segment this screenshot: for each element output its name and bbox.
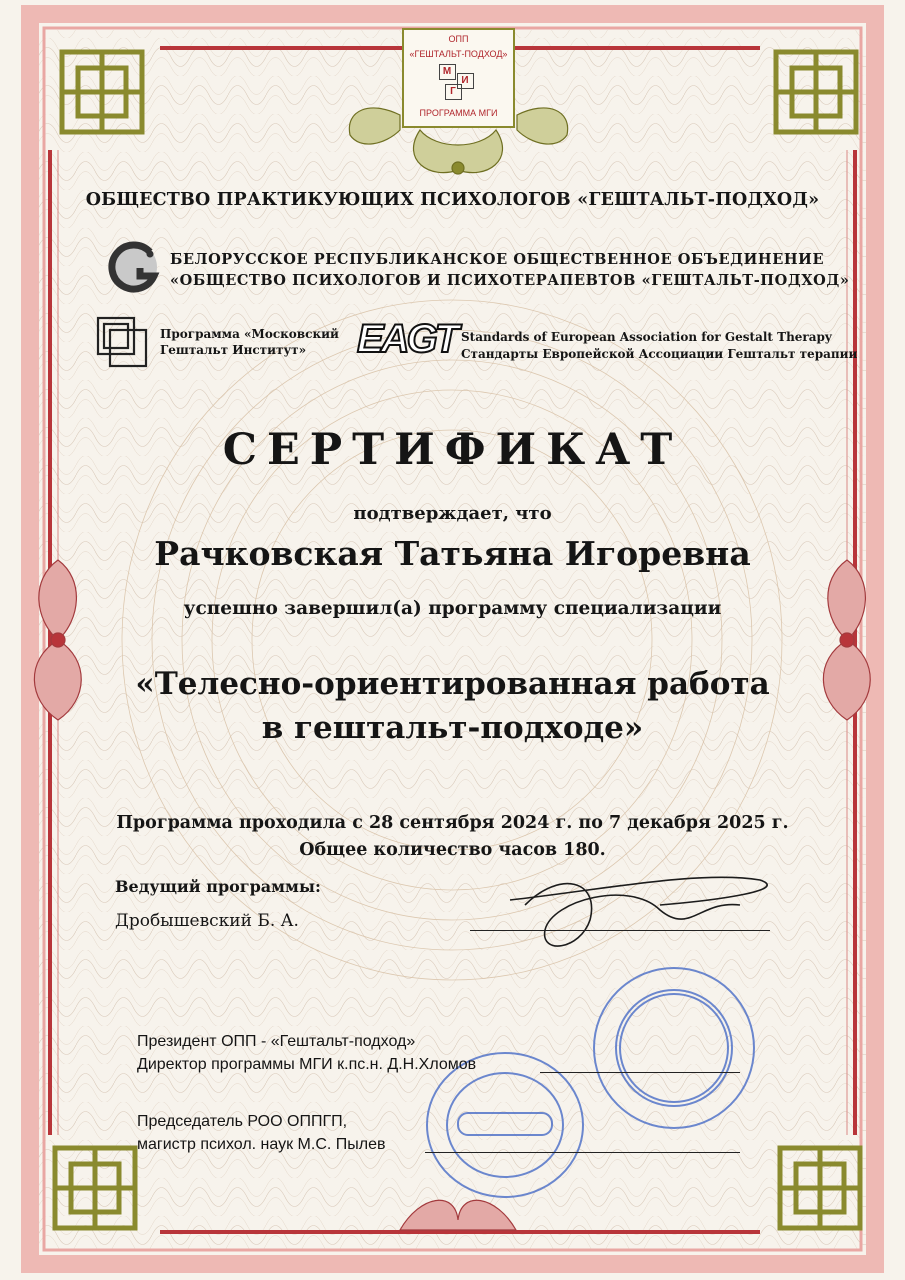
certificate-title: СЕРТИФИКАТ xyxy=(222,425,683,475)
belarus-line-2: «ОБЩЕСТВО ПСИХОЛОГОВ И ПСИХОТЕРАПЕВТОВ «ГЕШТАЛЬТ-ПОДХОД» xyxy=(170,272,850,289)
eagt-standards-text xyxy=(461,329,857,363)
logo-letter-i: И xyxy=(457,73,474,89)
logo-letter-g: Г xyxy=(445,84,462,100)
president-line-2: Директор программы МГИ к.пс.н. Д.Н.Хломов xyxy=(137,1056,477,1073)
chairman-line-1: Председатель РОО ОППГП, xyxy=(137,1113,348,1130)
belarus-line-1: БЕЛОРУССКОЕ РЕСПУБЛИКАНСКОЕ ОБЩЕСТВЕННОЕ ОБЪЕДИНЕНИЕ xyxy=(170,251,825,268)
program-name xyxy=(0,662,905,750)
org-title: ОБЩЕСТВО ПРАКТИКУЮЩИХ ПСИХОЛОГОВ «ГЕШТАЛЬТ-ПОДХОД» xyxy=(85,190,820,210)
logo-line-3: ПРОГРАММА МГИ xyxy=(419,108,498,118)
chairman-signature-line xyxy=(425,1152,740,1153)
eagt-logo: EAGT xyxy=(357,317,457,361)
recipient-name: Рачковская Татьяна Игоревна xyxy=(154,534,751,573)
eagt-line-2: Стандарты Европейской Ассоциации Гештальт терапии xyxy=(461,347,858,361)
logo-line-2: «ГЕШТАЛЬТ-ПОДХОД» xyxy=(409,49,508,59)
president-line-1: Президент ОПП - «Гештальт-подход» xyxy=(137,1033,416,1050)
belarus-org-logo xyxy=(109,243,157,291)
president-block xyxy=(137,1030,476,1076)
belarus-org-name xyxy=(170,249,850,291)
eagt-line-1: Standards of European Association for Gestalt Therapy xyxy=(461,330,832,344)
leader-label: Ведущий программы: xyxy=(115,877,321,896)
opp-mgi-logo xyxy=(402,28,515,128)
program-line-2: в гештальт-подходе» xyxy=(261,710,644,746)
period-text: Программа проходила с 28 сентября 2024 г. по 7 декабря 2025 г. xyxy=(116,813,789,833)
logo-letter-m: М xyxy=(439,64,456,80)
chairman-line-2: магистр психол. наук М.С. Пылев xyxy=(137,1136,386,1153)
logo-line-1: ОПП xyxy=(448,34,469,44)
leader-name: Дробышевский Б. А. xyxy=(115,911,299,931)
logo-mgi-letters xyxy=(439,64,479,100)
mgi-line-1: Программа «Московский xyxy=(160,327,339,341)
mgi-program-text xyxy=(160,326,339,358)
program-line-1: «Телесно-ориентированная работа xyxy=(135,666,770,702)
leader-signature-line xyxy=(470,930,770,931)
program-period xyxy=(0,810,905,864)
mgi-line-2: Гештальт Институт» xyxy=(160,343,307,357)
hours-text: Общее количество часов 180. xyxy=(299,840,606,860)
chairman-block xyxy=(137,1110,386,1156)
confirms-text: подтверждает, что xyxy=(353,503,552,524)
president-signature-line xyxy=(540,1072,740,1073)
completed-text: успешно завершил(а) программу специализации xyxy=(183,598,722,619)
